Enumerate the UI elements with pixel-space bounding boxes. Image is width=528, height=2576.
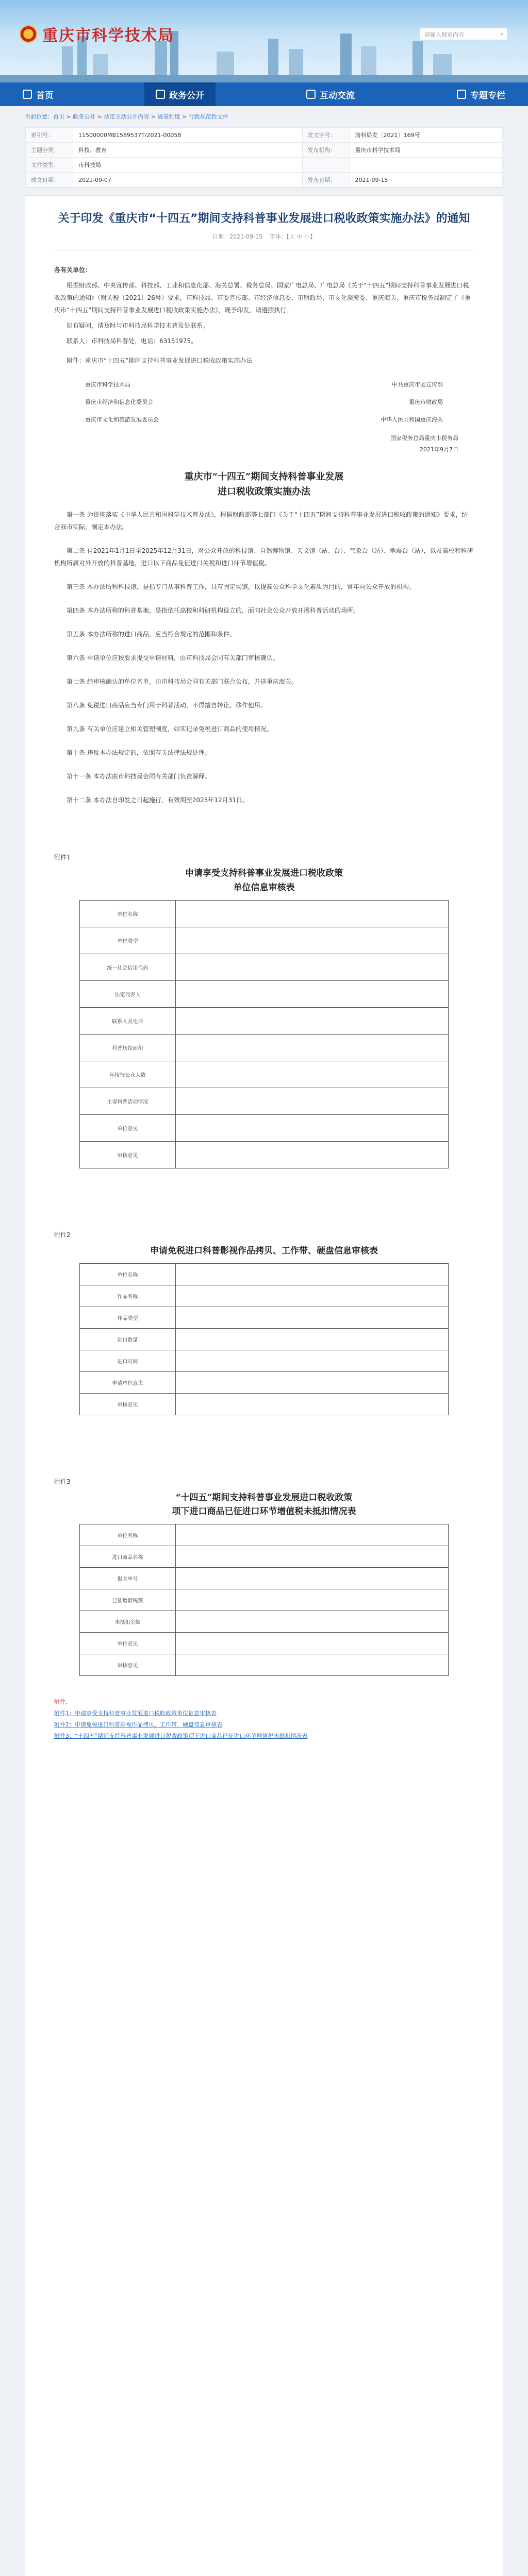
attachment-label: 附件1 <box>54 854 71 861</box>
signer-row <box>54 415 474 423</box>
meta-key <box>302 158 350 173</box>
attachments <box>54 853 474 1676</box>
search-input[interactable] <box>420 28 507 40</box>
breadcrumb-item[interactable]: 法定主动公开内容 <box>104 113 150 120</box>
form-field-value <box>175 1285 448 1307</box>
meta-key: 主题分类： <box>26 143 73 158</box>
form-field-value <box>175 927 448 954</box>
chat-icon <box>306 90 316 99</box>
form-title <box>54 1244 474 1258</box>
breadcrumb-item[interactable]: 当前位置：首页 <box>25 113 64 120</box>
issue-date: 2021年9月7日 <box>420 446 458 453</box>
document-meta-table <box>25 127 503 188</box>
form-row <box>79 1328 448 1350</box>
document-icon <box>156 90 165 99</box>
measures-title <box>54 470 474 500</box>
form-row <box>79 1088 448 1114</box>
form-field-value <box>175 1007 448 1034</box>
form-title-line: 项下进口商品已征进口环节增值税未抵扣情况表 <box>172 1506 356 1517</box>
form-field-value <box>175 980 448 1007</box>
contact-line: 联系人：市科技局科普处，电话：63151975。 <box>67 337 197 345</box>
form-row <box>79 1307 448 1328</box>
signer-row <box>54 398 474 406</box>
form-field-value <box>175 1061 448 1088</box>
form-field-label: 作品名称 <box>79 1285 175 1307</box>
home-icon <box>23 90 32 99</box>
meta-value: 2021-09-15 <box>350 173 502 188</box>
article-paragraph: 第七条 经审核确认的单位名单，由市科技局会同有关部门联合公布，并送重庆海关。 <box>67 678 298 686</box>
form-table <box>79 1524 449 1676</box>
attachment-link[interactable]: 附件3：“十四五”期间支持科普事业发展进口税收政策项下进口商品已征进口环节增值税未抵扣情况表 <box>54 1733 308 1740</box>
form-row <box>79 1350 448 1371</box>
meta-key: 发布机构： <box>302 143 350 158</box>
form-row <box>79 1546 448 1568</box>
page-title: 关于印发《重庆市“十四五”期间支持科普事业发展进口税收政策实施办法》的通知 <box>58 212 470 225</box>
form-field-label: 单位名称 <box>79 1524 175 1546</box>
measures-title-line: 重庆市“十四五”期间支持科普事业发展 <box>184 471 344 482</box>
form-field-value <box>175 1088 448 1114</box>
form-row <box>79 1393 448 1415</box>
form-row <box>79 1633 448 1654</box>
form-title-line: 申请享受支持科普事业发展进口税收政策 <box>185 868 343 879</box>
breadcrumb-item[interactable]: 行政规范性文件 <box>188 113 228 120</box>
attachment-label: 附件3 <box>54 1478 71 1485</box>
meta-value: 11500000MB1589537T/2021-00058 <box>73 128 303 143</box>
form-row <box>79 1263 448 1285</box>
form-field-value <box>175 1524 448 1546</box>
form-field-value <box>175 1654 448 1676</box>
meta-value <box>350 158 502 173</box>
breadcrumb: 当前位置：首页 > 政务公开 > 法定主动公开内容 > 规章制度 > 行政规范性文件 <box>25 113 228 120</box>
form-row <box>79 1654 448 1676</box>
form-field-label: 单位名称 <box>79 900 175 927</box>
article-paragraph: 第十一条 本办法由市科技局会同有关部门负责解释。 <box>67 773 211 781</box>
form-field-label: 主要科普活动情况 <box>79 1088 175 1114</box>
article-paragraph: 第三条 本办法所称科技馆，是指专门从事科普工作，具有固定场馆，以提高公众科学文化素质为目的，常年向公众开放的机构。 <box>67 583 415 591</box>
nav-label: 专题专栏 <box>470 90 505 101</box>
form-title <box>54 867 474 894</box>
meta-key: 发布日期： <box>302 173 350 188</box>
signer: 重庆市文化和旅游发展委员会 <box>85 416 159 423</box>
meta-value: 市科技局 <box>73 158 303 173</box>
site-name: 重庆市科学技术局 <box>42 27 174 45</box>
addressee: 各有关单位： <box>54 266 92 274</box>
form-field-label: 单位名称 <box>79 1263 175 1285</box>
form-field-value <box>175 1589 448 1611</box>
paragraph: 根据财政部、中央宣传部、科技部、工业和信息化部、海关总署、税务总局、国家广电总局、广电总局《关于“十四五”期间支持科普事业发展进口税收政策的通知》（财关税〔2021〕26号）要求，市科技局、市委宣传部、市经济信息委、市财政局、市文化旅游委、重庆海关、重庆市税务局制定了《重庆市“十四五”期间支持科普事业发展进口税收政策实施办法》，现予印发，请遵照执行。 <box>54 281 471 314</box>
article-paragraph: 第二条 自2021年1月1日至2025年12月31日，对公众开放的科技馆、自然博物馆、天文馆（站、台）、气象台（站）、地震台（站），以及高校和科研机构所属对外开放的科普基地，进口以下商品免征进口关税和进口环节增值税。 <box>54 547 473 567</box>
publish-date: 日期：2021-09-15 <box>212 233 262 240</box>
meta-value: 2021-09-07 <box>73 173 303 188</box>
form-table <box>79 1263 449 1415</box>
article-paragraph: 第十二条 本办法自印发之日起施行，有效期至2025年12月31日。 <box>67 796 249 804</box>
nav-label: 互动交流 <box>320 90 355 101</box>
main-nav <box>0 82 528 106</box>
article-paragraph: 第四条 本办法所称的科普基地，是指依托高校和科研机构设立的，面向社会公众开放开展科普活动的场所。 <box>67 607 359 615</box>
form-field-value <box>175 1114 448 1141</box>
emblem-icon <box>20 25 37 43</box>
related-files <box>54 1697 474 1742</box>
nav-label: 政务公开 <box>169 90 204 101</box>
form-field-label: 作品类型 <box>79 1307 175 1328</box>
meta-value: 重庆市科学技术局 <box>350 143 502 158</box>
form-field-value <box>175 1350 448 1371</box>
form-row <box>79 980 448 1007</box>
paragraph: 如有疑问，请及时与市科技局科学技术普及处联系。 <box>67 321 209 329</box>
search-icon[interactable]: ⌕ <box>500 30 504 37</box>
form-field-value <box>175 1633 448 1654</box>
attachment-link[interactable]: 附件2：申请免税进口科普影视作品拷贝、工作带、硬盘信息审核表 <box>54 1721 222 1728</box>
article-paragraph: 第八条 免税进口商品应当专门用于科普活动，不得擅自转让、移作他用。 <box>67 702 267 709</box>
breadcrumb-item[interactable]: 规章制度 <box>157 113 180 120</box>
form-row <box>79 1007 448 1034</box>
article-paragraph: 第十条 违反本办法规定的，依照有关法律法规处理。 <box>67 749 211 757</box>
attachment-form <box>54 1477 474 1676</box>
site-logo[interactable] <box>20 23 174 45</box>
article-paragraph: 第六条 申请单位应按要求提交申请材料，由市科技局会同有关部门审核确认。 <box>67 654 279 662</box>
search-placeholder: 请输入搜索内容 <box>424 31 464 38</box>
form-field-value <box>175 1546 448 1568</box>
form-row <box>79 1141 448 1168</box>
form-row <box>79 1524 448 1546</box>
attachment-form <box>54 853 474 1168</box>
form-field-label: 报关单号 <box>79 1568 175 1589</box>
form-field-label: 法定代表人 <box>79 980 175 1007</box>
form-title-line: “十四五”期间支持科普事业发展进口税收政策 <box>175 1492 353 1503</box>
related-label: 附件： <box>54 1699 71 1706</box>
measures-paragraphs <box>54 509 474 806</box>
attachment-link[interactable]: 附件1：申请享受支持科普事业发展进口税收政策单位信息审核表 <box>54 1710 217 1717</box>
header-banner <box>0 0 528 82</box>
signer: 重庆市财政局 <box>409 398 443 405</box>
form-row <box>79 1285 448 1307</box>
nav-label: 首页 <box>36 90 54 101</box>
form-field-label: 统一社会信用代码 <box>79 954 175 980</box>
font-size-switcher[interactable]: 字体：【大 中 小】 <box>269 233 316 240</box>
form-field-value <box>175 1263 448 1285</box>
meta-key: 文件类型： <box>26 158 73 173</box>
grid-icon <box>457 90 466 99</box>
signer: 重庆市经济和信息化委员会 <box>85 398 153 405</box>
article-paragraph: 第九条 有关单位应建立相关管理制度，如实记录免税进口商品的使用情况。 <box>67 725 273 733</box>
nav-item-home[interactable] <box>11 82 65 106</box>
form-field-value <box>175 1568 448 1589</box>
form-field-label: 联系人及电话 <box>79 1007 175 1034</box>
meta-key: 成文日期： <box>26 173 73 188</box>
form-field-label: 申请单位意见 <box>79 1371 175 1393</box>
signer: 重庆市科学技术局 <box>85 381 130 388</box>
form-field-value <box>175 1371 448 1393</box>
form-field-label: 审核意见 <box>79 1393 175 1415</box>
signer: 中共重庆市委宣传部 <box>392 381 443 388</box>
form-table <box>79 900 449 1168</box>
form-field-value <box>175 1307 448 1328</box>
attachment-form <box>54 1230 474 1415</box>
form-field-label: 单位意见 <box>79 1114 175 1141</box>
form-field-label: 科普场馆面积 <box>79 1034 175 1061</box>
nav-item-topics[interactable] <box>446 82 517 106</box>
breadcrumb-item[interactable]: 政务公开 <box>73 113 96 120</box>
form-title <box>54 1491 474 1519</box>
form-field-value <box>175 1034 448 1061</box>
form-title-line: 单位信息审核表 <box>233 882 295 893</box>
form-field-label: 年接待公众人数 <box>79 1061 175 1088</box>
form-field-label: 已征增值税额 <box>79 1589 175 1611</box>
form-field-label: 进口商品名称 <box>79 1546 175 1568</box>
measures-title-line: 进口税收政策实施办法 <box>218 486 310 497</box>
form-row <box>79 1568 448 1589</box>
article-subline <box>54 232 474 241</box>
form-field-label: 单位类型 <box>79 927 175 954</box>
form-field-label: 进口时间 <box>79 1350 175 1371</box>
nav-item-interaction[interactable] <box>295 82 366 106</box>
meta-value: 科技、教育 <box>73 143 303 158</box>
form-row <box>79 1034 448 1061</box>
article-paragraph: 第一条 为贯彻落实《中华人民共和国科学技术普及法》，根据财政部等七部门《关于“十四五”期间支持科普事业发展进口税收政策的通知》要求，结合我市实际，制定本办法。 <box>54 511 468 531</box>
form-field-label: 进口数量 <box>79 1328 175 1350</box>
form-row <box>79 1589 448 1611</box>
nav-item-gov-open[interactable] <box>144 82 216 106</box>
form-field-value <box>175 900 448 927</box>
form-field-label: 未抵扣金额 <box>79 1611 175 1633</box>
form-field-value <box>175 1611 448 1633</box>
form-row <box>79 927 448 954</box>
signer-row <box>54 380 474 388</box>
form-field-value <box>175 1393 448 1415</box>
form-title-line: 申请免税进口科普影视作品拷贝、工作带、硬盘信息审核表 <box>150 1245 378 1256</box>
form-row <box>79 1371 448 1393</box>
article-paragraph: 第五条 本办法所称的进口商品，应当符合规定的范围和条件。 <box>67 631 236 638</box>
signer: 中华人民共和国重庆海关 <box>381 416 443 423</box>
form-row <box>79 1114 448 1141</box>
form-row <box>79 1061 448 1088</box>
form-field-label: 审核意见 <box>79 1141 175 1168</box>
meta-value: 渝科局发〔2021〕169号 <box>350 128 502 143</box>
meta-key: 发文字号： <box>302 128 350 143</box>
form-field-value <box>175 1328 448 1350</box>
signers-block <box>54 380 474 455</box>
signer: 国家税务总局重庆市税务局 <box>390 434 458 442</box>
form-row <box>79 900 448 927</box>
inline-attachment[interactable]: 附件：重庆市“十四五”期间支持科普事业发展进口税收政策实施办法 <box>67 357 253 364</box>
form-row <box>79 954 448 980</box>
form-field-label: 单位意见 <box>79 1633 175 1654</box>
attachment-label: 附件2 <box>54 1231 71 1239</box>
article-body <box>25 195 503 2576</box>
meta-key: 索引号： <box>26 128 73 143</box>
form-field-label: 审核意见 <box>79 1654 175 1676</box>
form-row <box>79 1611 448 1633</box>
form-field-value <box>175 954 448 980</box>
form-field-value <box>175 1141 448 1168</box>
